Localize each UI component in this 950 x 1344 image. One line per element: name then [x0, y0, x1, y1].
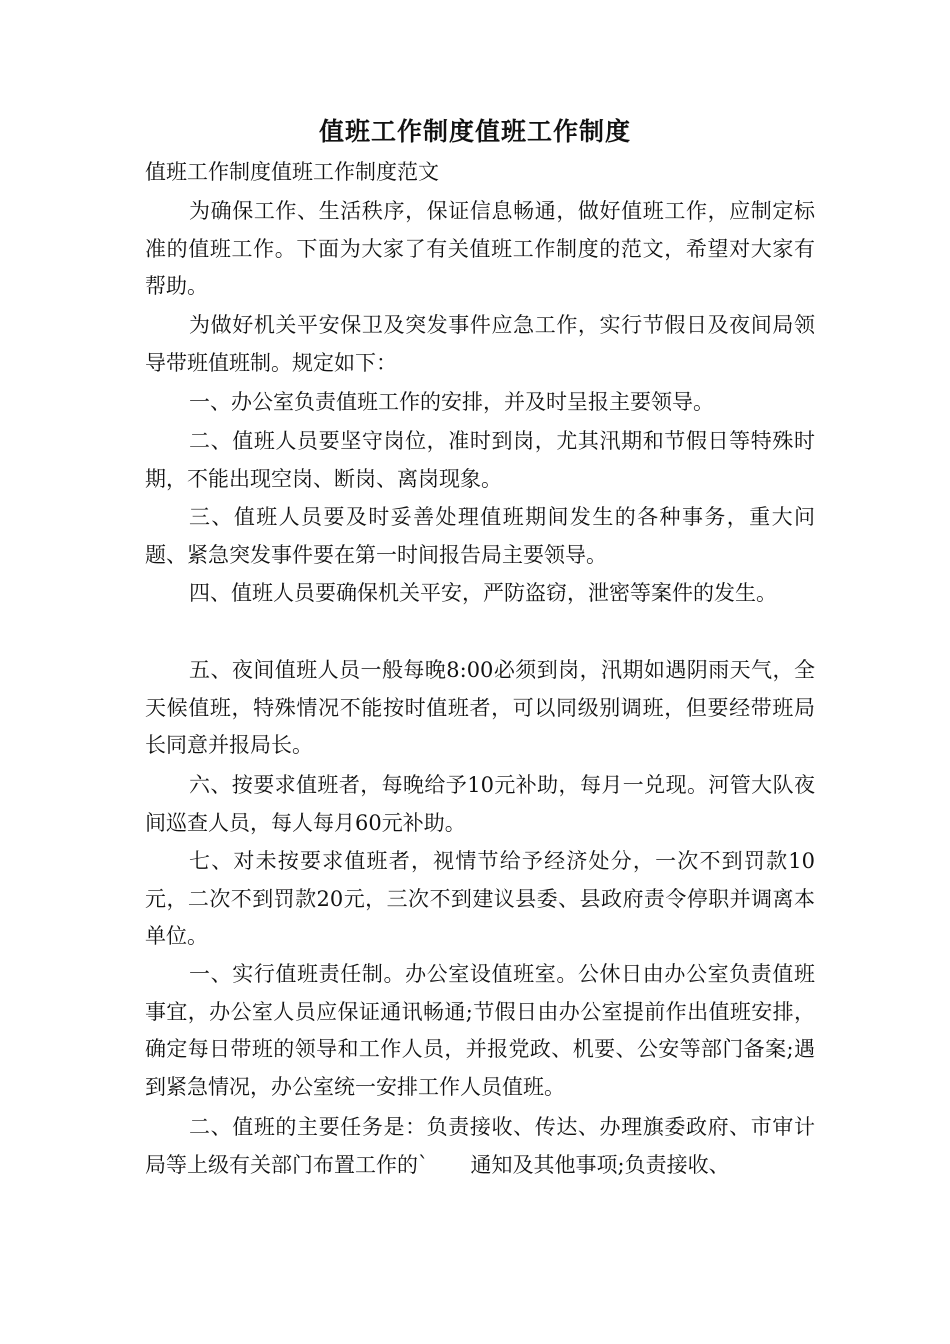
paragraph-duty-1: 一、实行值班责任制。办公室设值班室。公休日由办公室负责值班事宜，办公室人员应保证通讯畅通;节假日由办公室提前作出值班安排，确定每日带班的领导和工作人员，并报党政、机要、公安等部门备案;遇到紧急情况，办公室统一安排工作人员值班。	[145, 962, 815, 1099]
paragraph-item-2: 二、值班人员要坚守岗位，准时到岗，尤其汛期和节假日等特殊时期，不能出现空岗、断岗、离岗现象。	[145, 429, 815, 491]
paragraph-item-5: 五、夜间值班人员一般每晚8:00必须到岗，汛期如遇阴雨天气，全天候值班，特殊情况不能按时值班者，可以同级别调班，但要经带班局长同意并报局长。	[145, 658, 815, 757]
document-subtitle: 值班工作制度值班工作制度范文	[145, 160, 439, 184]
document-title: 值班工作制度值班工作制度	[318, 117, 631, 146]
paragraph-duty-2: 二、值班的主要任务是：负责接收、传达、办理旗委政府、市审计局等上级有关部门布置工作的` 通知及其他事项;负责接收、	[145, 1115, 815, 1177]
paragraph-item-7: 七、对未按要求值班者，视情节给予经济处分，一次不到罚款10元，二次不到罚款20元，三次不到建议县委、县政府责令停职并调离本单位。	[145, 849, 815, 948]
paragraph-item-3: 三、值班人员要及时妥善处理值班期间发生的各种事务，重大问题、紧急突发事件要在第一时间报告局主要领导。	[145, 505, 815, 567]
paragraph-item-6: 六、按要求值班者，每晚给予10元补助，每月一兑现。河管大队夜间巡查人员，每人每月60元补助。	[145, 773, 815, 835]
paragraph-preamble: 为做好机关平安保卫及突发事件应急工作，实行节假日及夜间局领导带班值班制。规定如下：	[145, 313, 815, 375]
paragraph-item-1: 一、办公室负责值班工作的安排，并及时呈报主要领导。	[189, 390, 714, 414]
paragraph-item-4: 四、值班人员要确保机关平安，严防盗窃，泄密等案件的发生。	[189, 581, 777, 605]
paragraph-intro: 为确保工作、生活秩序，保证信息畅通，做好值班工作，应制定标准的值班工作。下面为大家了有关值班工作制度的范文，希望对大家有帮助。	[145, 199, 815, 298]
